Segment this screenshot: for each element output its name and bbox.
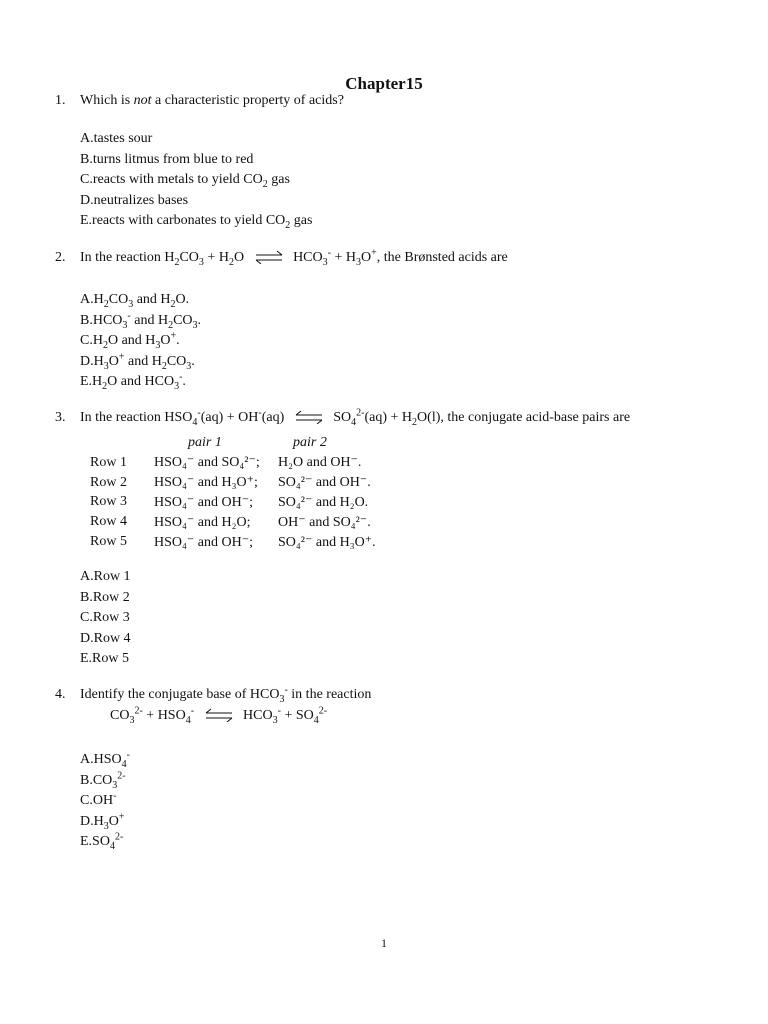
question-2-number: 2.: [55, 250, 66, 265]
pair-1-cell: HSO₄⁻ and OH⁻;: [154, 534, 253, 550]
pair-2-cell: SO₄²⁻ and H₂O.: [278, 494, 369, 510]
q1-option-b[interactable]: B.turns litmus from blue to red: [80, 151, 254, 167]
row-label: Row 5: [90, 534, 127, 550]
table-row: [90, 512, 418, 532]
q2-option-a[interactable]: $A.H_2CO_3$ and $H_2O$.: [80, 292, 190, 310]
equilibrium-arrow-icon: [294, 410, 324, 424]
q3-option-d[interactable]: D.Row 4: [80, 630, 131, 646]
q4-option-d[interactable]: $D.H_3O^+$: [80, 811, 125, 832]
table-row: [90, 493, 418, 513]
emphasis-not: not: [133, 93, 152, 108]
pair-2-cell: H₂O and OH⁻.: [278, 455, 362, 471]
pair-2-cell: SO₄²⁻ and H₃O⁺.: [278, 534, 376, 550]
question-3-options: [80, 567, 131, 670]
q1-option-d[interactable]: D.neutralizes bases: [80, 192, 189, 208]
q3-option-b[interactable]: B.Row 2: [80, 589, 130, 605]
q4-option-a[interactable]: $A.HSO_4^-$: [80, 749, 130, 770]
question-4-number: 4.: [55, 687, 66, 702]
q2-option-c[interactable]: $C.H_2O$ and $H_3O^+$.: [80, 330, 180, 351]
pair-1-cell: HSO₄⁻ and SO₄²⁻;: [154, 455, 260, 471]
conjugate-pairs-table: [90, 453, 418, 552]
question-4-text: Identify the conjugate base of $HCO_3^-$ in the reaction: [80, 684, 372, 705]
question-1-number: 1.: [55, 93, 66, 108]
question-3-number: 3.: [55, 410, 66, 425]
q4-option-b[interactable]: $B.CO_3^{2-}$: [80, 769, 126, 791]
pair-1-cell: HSO₄⁻ and H₃O⁺;: [154, 475, 258, 491]
equilibrium-arrow-icon: [254, 250, 284, 264]
question-1-options: [80, 129, 312, 232]
row-label: Row 1: [90, 454, 127, 470]
table-row: [90, 473, 418, 493]
q3-option-c[interactable]: C.Row 3: [80, 610, 130, 626]
table-row: [90, 532, 418, 552]
q2-option-d[interactable]: $D.H_3O^+$ and $H_2CO_3$.: [80, 351, 195, 372]
q1-option-c[interactable]: C.reacts with metals to yield $CO_2$ gas: [80, 172, 290, 190]
pair-1-cell: HSO₄⁻ and H₂O;: [154, 514, 251, 530]
row-label: Row 2: [90, 474, 127, 490]
pair-1-cell: HSO₄⁻ and OH⁻;: [154, 494, 253, 510]
q2-option-b[interactable]: $B.HCO_3^-$ and $H_2CO_3$.: [80, 309, 202, 331]
header-pair-2: pair 2: [293, 435, 327, 450]
q1-option-a[interactable]: A.tastes sour: [80, 131, 153, 146]
q3-option-e[interactable]: E.Row 5: [80, 651, 129, 667]
header-pair-1: pair 1: [188, 435, 222, 450]
question-2-options: [80, 290, 201, 393]
q4-option-c[interactable]: C.OH-: [80, 790, 117, 809]
question-2-text: In the reaction $H_2CO_3 + H_2O$ $HCO_3^- + H_3O^+$, the Brønsted acids are: [80, 247, 508, 268]
question-1-text: Which is not a characteristic property of acids?: [80, 93, 344, 108]
pair-2-cell: OH⁻ and SO₄²⁻.: [278, 514, 371, 530]
row-label: Row 3: [90, 494, 127, 510]
pair-2-cell: SO₄²⁻ and OH⁻.: [278, 475, 371, 491]
q4-option-e[interactable]: $E.SO_4^{2-}$: [80, 831, 124, 853]
row-label: Row 4: [90, 514, 127, 530]
q2-option-e[interactable]: $E.H_2O$ and $HCO_3^-$.: [80, 371, 186, 393]
q1-option-e[interactable]: E.reacts with carbonates to yield $CO_2$ gas: [80, 213, 313, 232]
q3-option-a[interactable]: A.Row 1: [80, 569, 131, 584]
question-3-text: In the reaction $HSO_4^-(aq) + OH^-(aq) SO_4^{2-}(aq) + H_2O(l)$, the conjugate acid-base pairs are: [80, 407, 631, 428]
question-4-options: [80, 750, 130, 853]
page-number: 1: [381, 936, 387, 950]
equilibrium-arrow-icon: [204, 708, 234, 722]
table-row: [90, 453, 418, 473]
page-title: Chapter15: [345, 74, 423, 93]
question-4-equation: $CO_3^{2-} + HSO_4^-$ $HCO_3^- + SO_4^{2-}$: [110, 705, 328, 726]
